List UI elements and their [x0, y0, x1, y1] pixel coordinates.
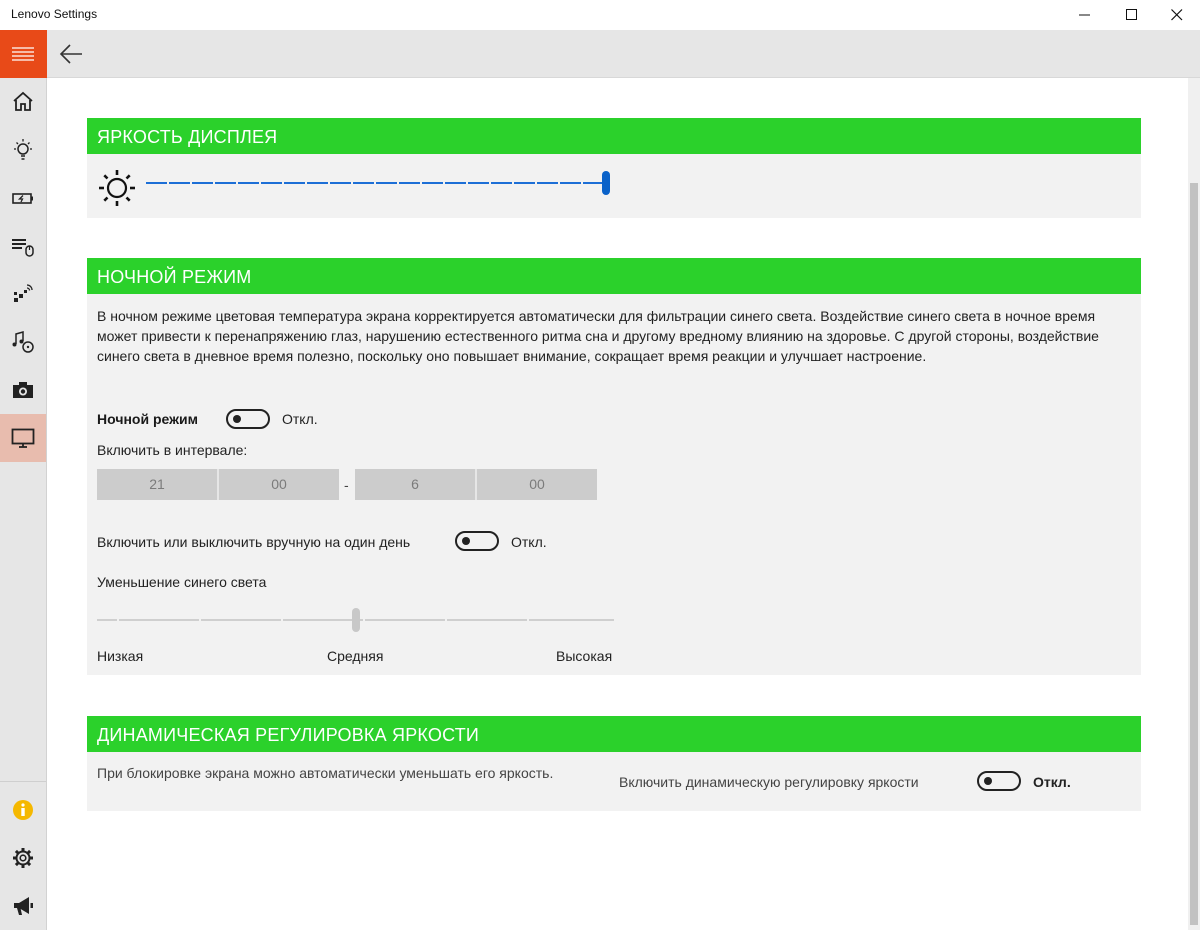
brightness-header: ЯРКОСТЬ ДИСПЛЕЯ	[87, 118, 1141, 154]
end-time-picker[interactable]	[355, 469, 597, 500]
dynamic-brightness-section	[87, 716, 1141, 811]
brightness-slider-thumb[interactable]	[602, 171, 610, 195]
lightbulb-icon	[11, 138, 35, 162]
brightness-slider-track[interactable]	[146, 182, 606, 184]
night-mode-toggle-label: Ночной режим	[97, 411, 198, 427]
blue-light-low-label: Низкая	[97, 648, 144, 664]
sidebar-item-input[interactable]	[0, 222, 46, 270]
gear-icon	[11, 846, 35, 870]
blue-light-high-label: Высокая	[556, 648, 613, 664]
window-title: Lenovo Settings	[11, 7, 98, 21]
menu-button[interactable]	[0, 30, 47, 78]
toggle-knob	[462, 537, 470, 545]
sidebar-item-home[interactable]	[0, 78, 46, 126]
manual-toggle-state: Откл.	[511, 534, 547, 550]
brightness-section	[87, 118, 1141, 218]
start-hour[interactable]: 21	[149, 476, 165, 492]
slider-tick	[527, 619, 529, 621]
dynamic-brightness-toggle-state: Откл.	[1033, 774, 1071, 790]
slider-tick	[117, 619, 119, 621]
interval-label: Включить в интервале:	[97, 442, 248, 458]
blue-light-slider-thumb[interactable]	[352, 608, 360, 632]
night-mode-description: В ночном режиме цветовая температура экрана корректируется автоматически для фильтрации синего света. Воздействие синего света в ночное время может привести к перенапряжению глаз, нарушению естественного ритма сна и другому вредному влиянию на здоровье. С другой стороны, воздействие синего света в дневное время полезно, поскольку оно повышает внимание, сокращает время реакции и улучшает настроение.	[97, 308, 1099, 364]
info-icon	[11, 798, 35, 822]
manual-day-toggle[interactable]	[455, 531, 499, 551]
dynamic-brightness-toggle[interactable]	[977, 771, 1021, 791]
content-header	[47, 30, 1200, 78]
slider-tick	[281, 619, 283, 621]
toggle-knob	[984, 777, 992, 785]
sidebar-item-network[interactable]	[0, 270, 46, 318]
night-mode-toggle[interactable]	[226, 409, 270, 429]
network-icon	[11, 282, 35, 306]
music-video-icon	[11, 330, 35, 354]
minimize-icon	[1079, 9, 1091, 21]
slider-tick	[363, 619, 365, 621]
manual-toggle-label: Включить или выключить вручную на один день	[97, 534, 411, 550]
sidebar-divider	[0, 781, 46, 782]
home-icon	[11, 90, 35, 114]
sun-icon	[97, 168, 137, 208]
night-mode-header: НОЧНОЙ РЕЖИМ	[87, 258, 1141, 294]
blue-light-mid-label: Средняя	[327, 648, 384, 664]
end-hour[interactable]: 6	[411, 476, 419, 492]
sidebar-item-lighting[interactable]	[0, 126, 46, 174]
camera-icon	[11, 378, 35, 402]
back-arrow-icon	[59, 42, 85, 66]
close-icon	[1171, 9, 1183, 21]
end-minute[interactable]: 00	[529, 476, 545, 492]
maximize-icon	[1126, 9, 1138, 21]
minimize-button[interactable]	[1062, 0, 1108, 30]
sidebar-item-power[interactable]	[0, 174, 46, 222]
dynamic-brightness-description: При блокировке экрана можно автоматически уменьшать его яркость.	[97, 765, 554, 781]
megaphone-icon	[11, 894, 35, 918]
vertical-scrollbar[interactable]	[1188, 78, 1200, 930]
night-mode-section	[87, 258, 1141, 675]
title-bar	[0, 0, 1200, 30]
slider-tick	[199, 619, 201, 621]
night-mode-toggle-state: Откл.	[282, 411, 318, 427]
maximize-button[interactable]	[1109, 0, 1155, 30]
display-icon	[11, 426, 35, 450]
sidebar-item-feedback[interactable]	[0, 882, 46, 930]
sidebar-item-audio[interactable]	[0, 318, 46, 366]
toggle-knob	[233, 415, 241, 423]
time-range-separator: -	[344, 477, 349, 493]
sidebar-item-display[interactable]	[0, 414, 46, 462]
sidebar-item-settings[interactable]	[0, 834, 46, 882]
dynamic-brightness-toggle-label: Включить динамическую регулировку яркости	[619, 774, 919, 790]
battery-icon	[11, 186, 35, 210]
dynamic-brightness-header: ДИНАМИЧЕСКАЯ РЕГУЛИРОВКА ЯРКОСТИ	[87, 716, 1141, 752]
sidebar	[0, 30, 47, 930]
start-time-picker[interactable]	[97, 469, 339, 500]
close-button[interactable]	[1154, 0, 1200, 30]
slider-tick	[445, 619, 447, 621]
sidebar-item-camera[interactable]	[0, 366, 46, 414]
blue-light-label: Уменьшение синего света	[97, 574, 267, 590]
start-minute[interactable]: 00	[271, 476, 287, 492]
back-button[interactable]	[59, 42, 85, 66]
hamburger-icon	[12, 47, 34, 61]
keyboard-mouse-icon	[11, 234, 35, 258]
sidebar-item-info[interactable]	[0, 786, 46, 834]
scrollbar-thumb[interactable]	[1190, 183, 1198, 925]
